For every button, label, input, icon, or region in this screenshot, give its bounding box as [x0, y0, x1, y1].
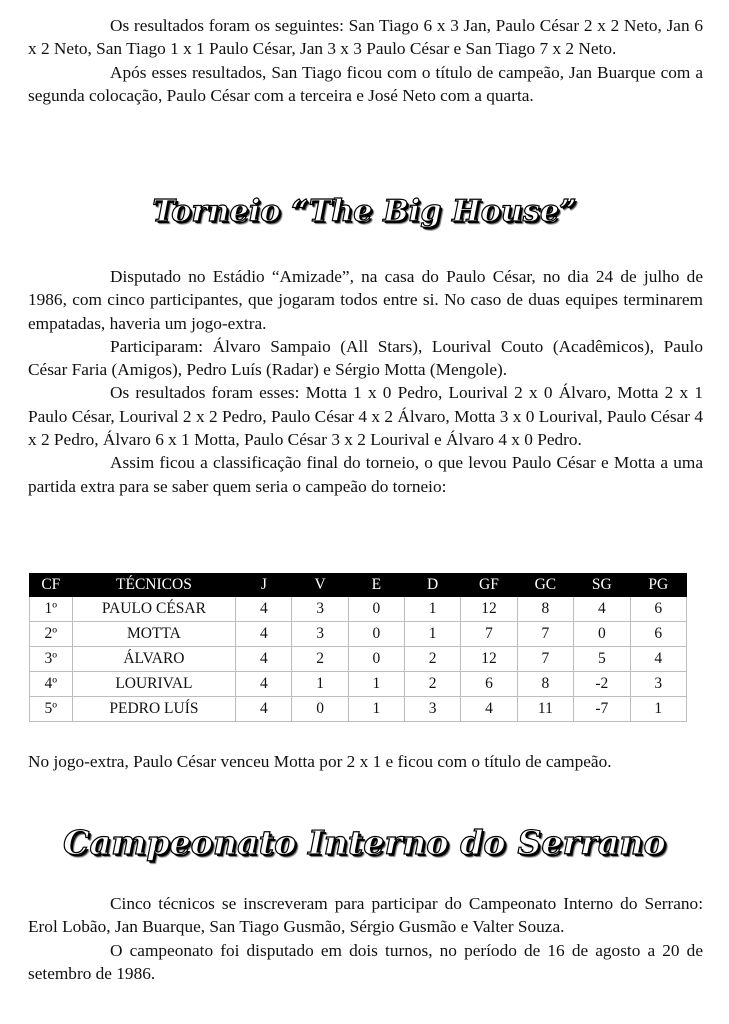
cell-coach: LOURIVAL: [72, 672, 236, 697]
cell-goal-difference: -2: [574, 672, 630, 697]
table-row: [30, 622, 687, 647]
column-header-j: J: [236, 574, 292, 597]
cell-goals-against: 7: [517, 647, 573, 672]
cell-losses: 2: [404, 647, 460, 672]
classification-table: [29, 573, 687, 722]
ranking-paragraph: Após esses resultados, San Tiago ficou com o título de campeão, Jan Buarque com a segunda colocação, Paulo César com a terceira e José Neto com a quarta.: [28, 62, 703, 105]
section-heading-big-house: Torneio “The Big House”: [152, 194, 577, 229]
cell-position: 5º: [30, 697, 73, 722]
cell-goal-difference: -7: [574, 697, 630, 722]
participants-paragraph: Participaram: Álvaro Sampaio (All Stars), Lourival Couto (Acadêmicos), Paulo César Faria (Amigos), Pedro Luís (Radar) e Sérgio Motta (Mengole).: [28, 336, 703, 380]
cell-losses: 2: [404, 672, 460, 697]
cell-position: 2º: [30, 622, 73, 647]
cell-goals-for: 4: [461, 697, 517, 722]
cell-coach: PEDRO LUÍS: [72, 697, 236, 722]
cell-draws: 1: [348, 672, 404, 697]
cell-losses: 3: [404, 697, 460, 722]
cell-points: 6: [630, 622, 686, 647]
cell-draws: 0: [348, 597, 404, 622]
schedule-paragraph: O campeonato foi disputado em dois turnos, no período de 16 de agosto a 20 de setembro de 1986.: [28, 940, 703, 983]
extra-game-section: [28, 750, 703, 773]
cell-wins: 1: [292, 672, 348, 697]
extra-game-paragraph: No jogo-extra, Paulo César venceu Motta por 2 x 1 e ficou com o título de campeão.: [28, 752, 612, 771]
cell-coach: ÁLVARO: [72, 647, 236, 672]
cell-wins: 3: [292, 597, 348, 622]
cell-position: 4º: [30, 672, 73, 697]
cell-games: 4: [236, 622, 292, 647]
column-header-pg: PG: [630, 574, 686, 597]
table-header-row: [30, 574, 687, 597]
table-row: [30, 672, 687, 697]
cell-position: 1º: [30, 597, 73, 622]
column-header-gc: GC: [517, 574, 573, 597]
column-header-sg: SG: [574, 574, 630, 597]
column-header-gf: GF: [461, 574, 517, 597]
cell-coach: MOTTA: [72, 622, 236, 647]
cell-goals-against: 8: [517, 672, 573, 697]
results-section-intro: [28, 14, 703, 107]
cell-losses: 1: [404, 622, 460, 647]
table-row: [30, 597, 687, 622]
column-header-cf: CF: [30, 574, 73, 597]
column-header-d: D: [404, 574, 460, 597]
cell-games: 4: [236, 597, 292, 622]
cell-goals-for: 6: [461, 672, 517, 697]
cell-goals-for: 7: [461, 622, 517, 647]
table-row: [30, 697, 687, 722]
cell-points: 1: [630, 697, 686, 722]
table-row: [30, 647, 687, 672]
column-header-e: E: [348, 574, 404, 597]
cell-goal-difference: 5: [574, 647, 630, 672]
cell-goal-difference: 0: [574, 622, 630, 647]
cell-points: 6: [630, 597, 686, 622]
cell-games: 4: [236, 672, 292, 697]
classification-intro-paragraph: Assim ficou a classificação final do torneio, o que levou Paulo César e Motta a uma partida extra para se saber quem seria o campeão do torneio:: [28, 453, 703, 496]
cell-goal-difference: 4: [574, 597, 630, 622]
cell-goals-against: 11: [517, 697, 573, 722]
cell-points: 3: [630, 672, 686, 697]
tournament-description-paragraph: Disputado no Estádio “Amizade”, na casa do Paulo César, no dia 24 de julho de 1986, com cinco participantes, que jogaram todos entre si. No caso de duas equipes terminarem empatadas, haveria um jogo-extra.: [28, 267, 703, 333]
cell-position: 3º: [30, 647, 73, 672]
cell-draws: 0: [348, 647, 404, 672]
serrano-section-text: [28, 892, 703, 985]
cell-goals-against: 7: [517, 622, 573, 647]
cell-goals-against: 8: [517, 597, 573, 622]
cell-draws: 1: [348, 697, 404, 722]
cell-points: 4: [630, 647, 686, 672]
column-header-v: V: [292, 574, 348, 597]
registrations-paragraph: Cinco técnicos se inscreveram para participar do Campeonato Interno do Serrano: Erol Lobão, Jan Buarque, San Tiago Gusmão, Sérgio Gusmão e Valter Souza.: [28, 894, 703, 937]
cell-goals-for: 12: [461, 647, 517, 672]
cell-wins: 0: [292, 697, 348, 722]
cell-wins: 3: [292, 622, 348, 647]
cell-games: 4: [236, 647, 292, 672]
cell-games: 4: [236, 697, 292, 722]
cell-wins: 2: [292, 647, 348, 672]
cell-goals-for: 12: [461, 597, 517, 622]
cell-losses: 1: [404, 597, 460, 622]
big-house-section-text: [28, 265, 703, 498]
cell-coach: PAULO CÉSAR: [72, 597, 236, 622]
results-paragraph: Os resultados foram os seguintes: San Tiago 6 x 3 Jan, Paulo César 2 x 2 Neto, Jan 6 x 2 Neto, San Tiago 1 x 1 Paulo César, Jan 3 x 3 Paulo César e San Tiago 7 x 2 Neto.: [28, 16, 703, 59]
column-header-tecnicos: TÉCNICOS: [72, 574, 236, 597]
match-results-paragraph: Os resultados foram esses: Motta 1 x 0 Pedro, Lourival 2 x 0 Álvaro, Motta 2 x 1 Paulo César, Lourival 2 x 2 Pedro, Paulo César 4 x 2 Álvaro, Motta 3 x 0 Lourival, Paulo César 4 x 2 Pedro, Álvaro 6 x 1 Motta, Paulo César 3 x 2 Lourival e Álvaro 4 x 0 Pedro.: [28, 383, 703, 450]
section-heading-serrano: Campeonato Interno do Serrano: [63, 823, 666, 862]
cell-draws: 0: [348, 622, 404, 647]
